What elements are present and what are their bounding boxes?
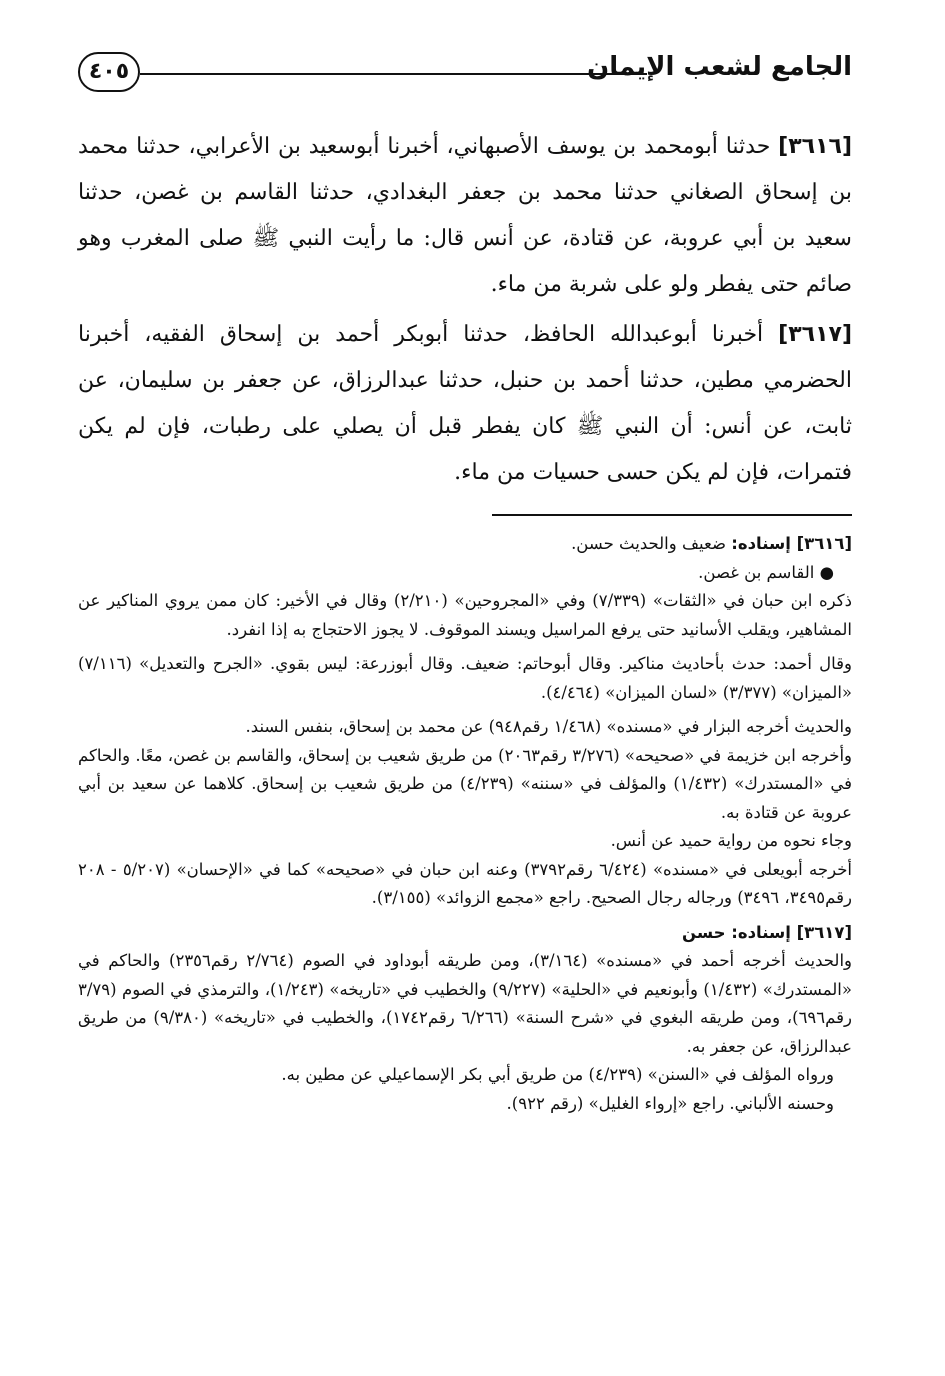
- footnote-label: [٣٦١٦] إسناده:: [731, 534, 852, 553]
- footnote-3617-heading: [٣٦١٧] إسناده: حسن: [681, 922, 852, 942]
- header-rule: [140, 73, 647, 75]
- footnote-paragraph: ذكره ابن حبان في «الثقات» (٧/٣٣٩) وفي «المجروحين» (٢/٢١٠) وقال في الأخير: كان ممن يروي المناكير عن المشاهير، ويقلب الأسانيد حتى يرفع المراسيل ويسند الموقوف. لا يجوز الاحتجاج به إذا انفرد.: [78, 591, 852, 639]
- footnote-grade: ضعيف والحديث حسن.: [571, 534, 726, 553]
- footnotes: [78, 530, 852, 1118]
- footnote-paragraph: وأخرجه ابن خزيمة في «صحيحه» (٣/٢٧٦ رقم٢٠٦٣) من طريق شعيب بن إسحاق، والقاسم بن غصن، معًا. والحاكم في «المستدرك» (١/٤٣٢) والمؤلف في «سننه» (٤/٢٣٩) من طريق شعيب بن إسحاق. كلاهما عن سعيد بن أبي عروبة عن قتادة به.: [78, 745, 852, 822]
- footnote-paragraph: وحسنه الألباني. راجع «إرواء الغليل» (رقم ٩٢٢).: [506, 1093, 834, 1113]
- book-page: [78, 40, 852, 1118]
- hadith-3616: [78, 124, 852, 308]
- footnote-paragraph: وقال أحمد: حدث بأحاديث مناكير. وقال أبوحاتم: ضعيف. وقال أبوزرعة: ليس بقوي. «الجرح والتعديل» (٧/١١٦) «الميزان» (٣/٣٧٧) «لسان الميزان» (٤/٤٦٤).: [78, 654, 852, 702]
- page-number: ٤٠٥: [78, 52, 140, 92]
- footnote-paragraph: أخرجه أبويعلى في «مسنده» (٦/٤٢٤ رقم٣٧٩٢) وعنه ابن حبان في «صحيحه» كما في «الإحسان» (٥/٢٠٧ - ٢٠٨ رقم٣٤٩٥، ٣٤٩٦) ورجاله رجال الصحيح. راجع «مجمع الزوائد» (٣/١٥٥).: [78, 859, 852, 907]
- footnote-divider: [492, 514, 852, 516]
- hadith-number: [٣٦١٧]: [778, 322, 852, 347]
- page-header: [78, 40, 852, 106]
- narrator-bullet: ● القاسم بن غصن.: [698, 562, 834, 582]
- hadith-number: [٣٦١٦]: [778, 134, 852, 159]
- hadith-text: حدثنا أبومحمد بن يوسف الأصبهاني، أخبرنا أبوسعيد بن الأعرابي، حدثنا محمد بن إسحاق الصغاني حدثنا محمد بن جعفر البغدادي، حدثنا القاسم بن غصن، حدثنا سعيد بن أبي عروبة، عن قتادة، عن أنس قال: ما رأيت النبي ﷺ صلى المغرب وهو صائم حتى يفطر ولو على شربة من ماء.: [78, 134, 852, 297]
- footnote-paragraph: وجاء نحوه من رواية حميد عن أنس.: [610, 831, 852, 850]
- running-title: الجامع لشعب الإيمان: [587, 52, 852, 82]
- hadith-text: أخبرنا أبوعبدالله الحافظ، حدثنا أبوبكر أحمد بن إسحاق الفقيه، أخبرنا الحضرمي مطين، حدثنا أحمد بن حنبل، حدثنا عبدالرزاق، عن جعفر بن سليمان، عن ثابت، عن أنس: أن النبي ﷺ كان يفطر قبل أن يصلي على رطبات، فإن لم يكن فتمرات، فإن لم يكن حسى حسيات من ماء.: [78, 322, 852, 485]
- footnote-3616-heading: [78, 530, 852, 559]
- footnote-paragraph: والحديث أخرجه أحمد في «مسنده» (٣/١٦٤)، ومن طريقه أبوداود في الصوم (٢/٧٦٤ رقم٢٣٥٦) والحاكم في «المستدرك» (١/٤٣٢) وأبونعيم في «الحلية» (٩/٢٢٧) والخطيب في «تاريخه» (١/٢٤٣)، والترمذي في الصوم (٣/٧٩ رقم٦٩٦)، ومن طريقه البغوي في «شرح السنة» (٦/٢٦٦ رقم١٧٤٢)، والخطيب في «تاريخه» (٩/٣٨٠) من طريق عبدالرزاق، عن جعفر به.: [78, 951, 852, 1056]
- footnote-paragraph: ورواه المؤلف في «السنن» (٤/٢٣٩) من طريق أبي بكر الإسماعيلي عن مطين به.: [281, 1065, 834, 1084]
- main-text: [78, 124, 852, 496]
- footnote-paragraph: والحديث أخرجه البزار في «مسنده» (١/٤٦٨ رقم٩٤٨) عن محمد بن إسحاق، بنفس السند.: [245, 717, 852, 736]
- hadith-3617: [78, 312, 852, 496]
